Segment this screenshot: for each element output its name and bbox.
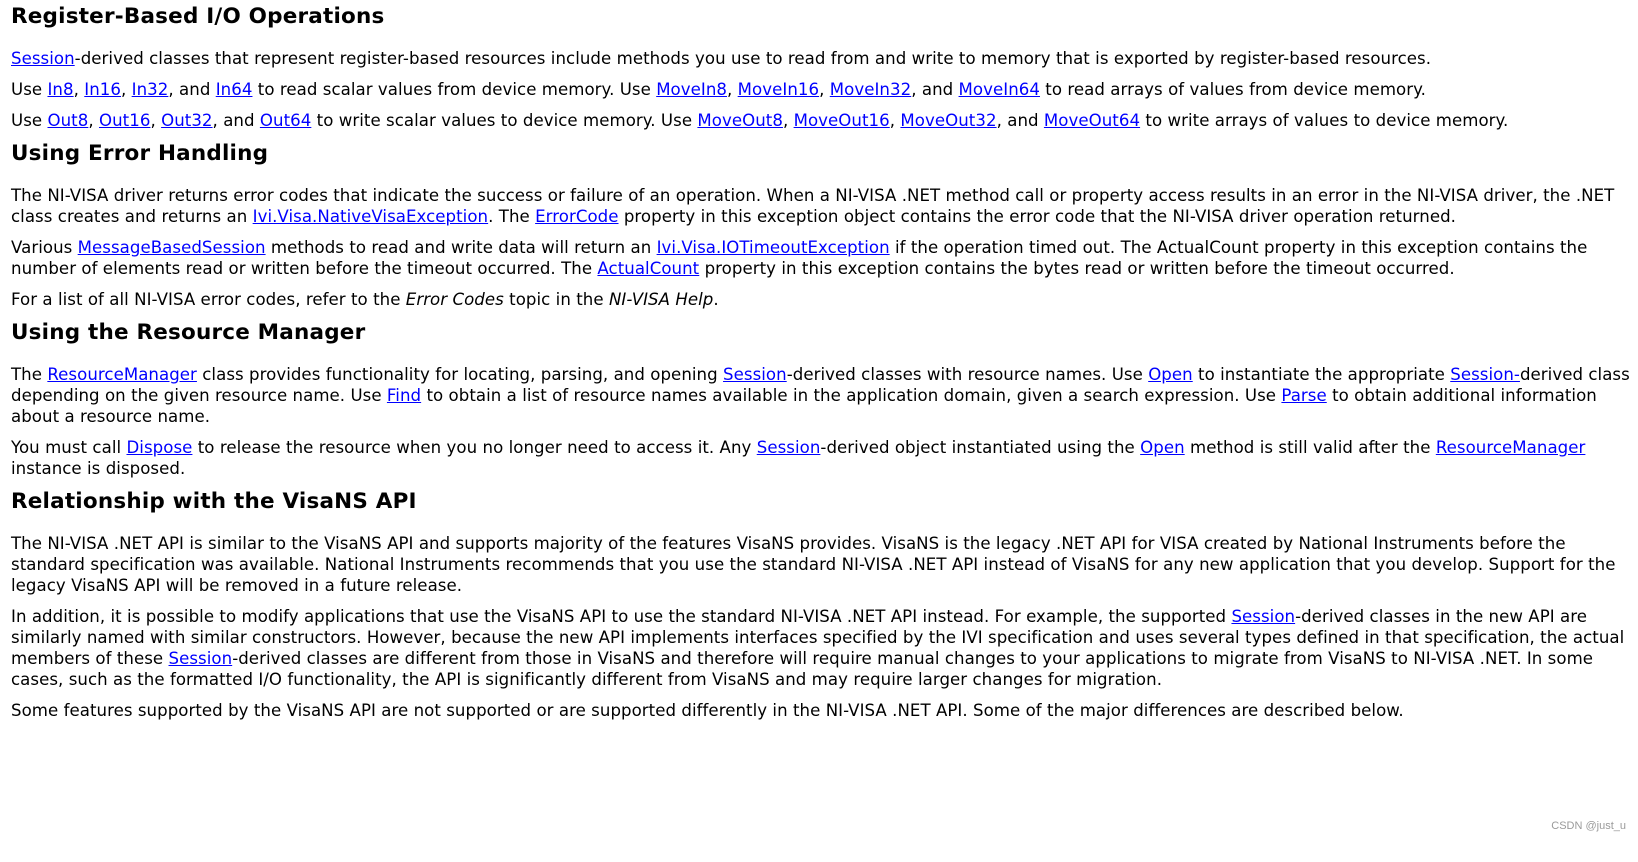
section-register-based-i-o-operations: [11, 4, 1631, 131]
text-run: ,: [88, 111, 99, 130]
link-movein64[interactable]: MoveIn64: [958, 80, 1040, 99]
link-session[interactable]: Session: [168, 649, 233, 668]
link-out16[interactable]: Out16: [98, 111, 151, 130]
text-run: For a list of all NI-VISA error codes, refer to the: [11, 290, 406, 309]
text-run: ,: [150, 111, 162, 130]
text-run: , and: [996, 111, 1044, 130]
link-session[interactable]: Session-: [1450, 365, 1520, 384]
text-run: Some features supported by the VisaNS API are not supported or are supported differently in the NI-VISA .NET API. Some of the major differences are described below.: [11, 701, 1404, 720]
text-run: to release the resource when you no longer need to access it. Any: [192, 438, 757, 457]
section-heading: Register-Based I/O Operations: [11, 4, 385, 29]
watermark: CSDN @just_u: [1551, 820, 1626, 832]
link-find[interactable]: Find: [386, 386, 422, 405]
paragraph: [11, 364, 1631, 427]
link-ivi-visa-nativevisaexception[interactable]: Ivi.Visa.NativeVisaException: [252, 207, 489, 226]
paragraph: [11, 48, 1631, 69]
text-run: -derived classes are different from those in VisaNS and therefore will require manual changes to your applications to migrate from VisaNS to NI-VISA .NET. In some cases, such as the formatted I/O functionality, the API is significantly different from VisaNS and may require larger changes for migration.: [11, 649, 1594, 689]
text-run: -derived classes that represent register-based resources include methods you use to read from and write to memory that is exported by register-based resources.: [74, 49, 1432, 68]
paragraph: [11, 110, 1631, 131]
link-parse[interactable]: Parse: [1281, 386, 1327, 405]
link-open[interactable]: Open: [1140, 438, 1185, 457]
text-run: ,: [889, 111, 901, 130]
text-run: ,: [782, 111, 794, 130]
text-run: to obtain a list of resource names available in the application domain, given a search expression. Use: [421, 386, 1282, 405]
text-run: , and: [911, 80, 959, 99]
link-session[interactable]: Session: [1231, 607, 1296, 626]
text-run: The NI-VISA .NET API is similar to the VisaNS API and supports majority of the features VisaNS provides. VisaNS is the legacy .NET API for VISA created by National Instruments before the standard specification was available. National Instruments recommends that you use the standard NI-VISA .NET API instead of VisaNS for any new application that you develop. Support for the legacy VisaNS API will be removed in a future release.: [11, 534, 1616, 595]
link-movein16[interactable]: MoveIn16: [737, 80, 820, 99]
paragraph: [11, 437, 1631, 479]
link-dispose[interactable]: Dispose: [126, 438, 193, 457]
paragraph: [11, 185, 1631, 227]
link-in16[interactable]: In16: [84, 80, 121, 99]
link-actualcount[interactable]: ActualCount: [597, 259, 700, 278]
document-body: [11, 0, 1631, 731]
section-heading: Using the Resource Manager: [11, 320, 366, 345]
text-run: topic in the: [503, 290, 609, 309]
text-run: method is still valid after the: [1184, 438, 1436, 457]
text-run: . The: [488, 207, 536, 226]
text-run: -derived classes in the new API are similarly named with similar constructors. However, because the new API implements interfaces specified by the IVI specification and uses several types defined in that specification, the actual members of these: [11, 607, 1625, 668]
text-run: to instantiate the appropriate: [1192, 365, 1451, 384]
link-ivi-visa-iotimeoutexception[interactable]: Ivi.Visa.IOTimeoutException: [656, 238, 890, 257]
text-run: to obtain additional information about a resource name.: [11, 386, 1597, 426]
link-out8[interactable]: Out8: [47, 111, 89, 130]
link-session[interactable]: Session: [723, 365, 787, 384]
text-run: to read arrays of values from device memory.: [1039, 80, 1426, 99]
text-run: if the operation timed out. The ActualCount property in this exception contains the number of elements read or written before the timeout occurred. The: [11, 238, 1588, 278]
text-run: .: [713, 290, 719, 309]
text-run: derived class depending on the given resource name. Use: [11, 365, 1630, 405]
paragraph: [11, 237, 1631, 279]
paragraph: [11, 533, 1631, 596]
link-messagebasedsession[interactable]: MessageBasedSession: [77, 238, 266, 257]
text-run: ,: [73, 80, 85, 99]
link-moveout32[interactable]: MoveOut32: [900, 111, 997, 130]
text-run: instance is disposed.: [11, 459, 186, 478]
link-movein8[interactable]: MoveIn8: [656, 80, 728, 99]
text-run: to read scalar values from device memory. Use: [252, 80, 657, 99]
text-run: , and: [212, 111, 260, 130]
text-run: property in this exception contains the bytes read or written before the timeout occurred.: [699, 259, 1455, 278]
section-heading: Relationship with the VisaNS API: [11, 489, 417, 514]
text-run: -derived classes with resource names. Use: [786, 365, 1149, 384]
text-run: Various: [11, 238, 78, 257]
text-run: to write arrays of values to device memory.: [1140, 111, 1509, 130]
link-resourcemanager[interactable]: ResourceManager: [47, 365, 197, 384]
link-in8[interactable]: In8: [47, 80, 74, 99]
link-out32[interactable]: Out32: [161, 111, 213, 130]
text-run: The: [11, 365, 48, 384]
section-using-the-resource-manager: [11, 320, 1631, 479]
link-moveout64[interactable]: MoveOut64: [1043, 111, 1141, 130]
link-in64[interactable]: In64: [215, 80, 253, 99]
text-run: , and: [168, 80, 216, 99]
section-relationship-with-the-visans-api: [11, 489, 1631, 721]
emphasis-text: Error Codes: [405, 290, 504, 309]
text-run: You must call: [11, 438, 127, 457]
emphasis-text: NI-VISA Help: [608, 290, 714, 309]
link-moveout16[interactable]: MoveOut16: [793, 111, 890, 130]
paragraph: [11, 289, 1631, 310]
text-run: In addition, it is possible to modify applications that use the VisaNS API to use the standard NI-VISA .NET API instead. For example, the supported: [11, 607, 1232, 626]
text-run: The NI-VISA driver returns error codes that indicate the success or failure of an operation. When a NI-VISA .NET method call or property access results in an error in the NI-VISA driver, the .NET class creates and returns an: [11, 186, 1615, 226]
link-moveout8[interactable]: MoveOut8: [697, 111, 783, 130]
link-errorcode[interactable]: ErrorCode: [535, 207, 619, 226]
link-movein32[interactable]: MoveIn32: [829, 80, 912, 99]
text-run: methods to read and write data will return an: [265, 238, 657, 257]
link-resourcemanager[interactable]: ResourceManager: [1435, 438, 1586, 457]
link-out64[interactable]: Out64: [259, 111, 312, 130]
paragraph: [11, 79, 1631, 100]
text-run: to write scalar values to device memory. Use: [311, 111, 698, 130]
text-run: Use: [11, 80, 48, 99]
paragraph: [11, 700, 1631, 721]
link-session[interactable]: Session: [756, 438, 821, 457]
paragraph: [11, 606, 1631, 690]
link-session[interactable]: Session: [11, 49, 75, 68]
text-run: Use: [11, 111, 48, 130]
section-heading: Using Error Handling: [11, 141, 269, 166]
text-run: ,: [727, 80, 738, 99]
section-using-error-handling: [11, 141, 1631, 310]
link-in32[interactable]: In32: [131, 80, 169, 99]
text-run: property in this exception object contains the error code that the NI-VISA driver operation returned.: [618, 207, 1456, 226]
text-run: ,: [819, 80, 830, 99]
text-run: class provides functionality for locating, parsing, and opening: [196, 365, 724, 384]
link-open[interactable]: Open: [1148, 365, 1193, 384]
text-run: -derived object instantiated using the: [820, 438, 1141, 457]
text-run: ,: [121, 80, 132, 99]
